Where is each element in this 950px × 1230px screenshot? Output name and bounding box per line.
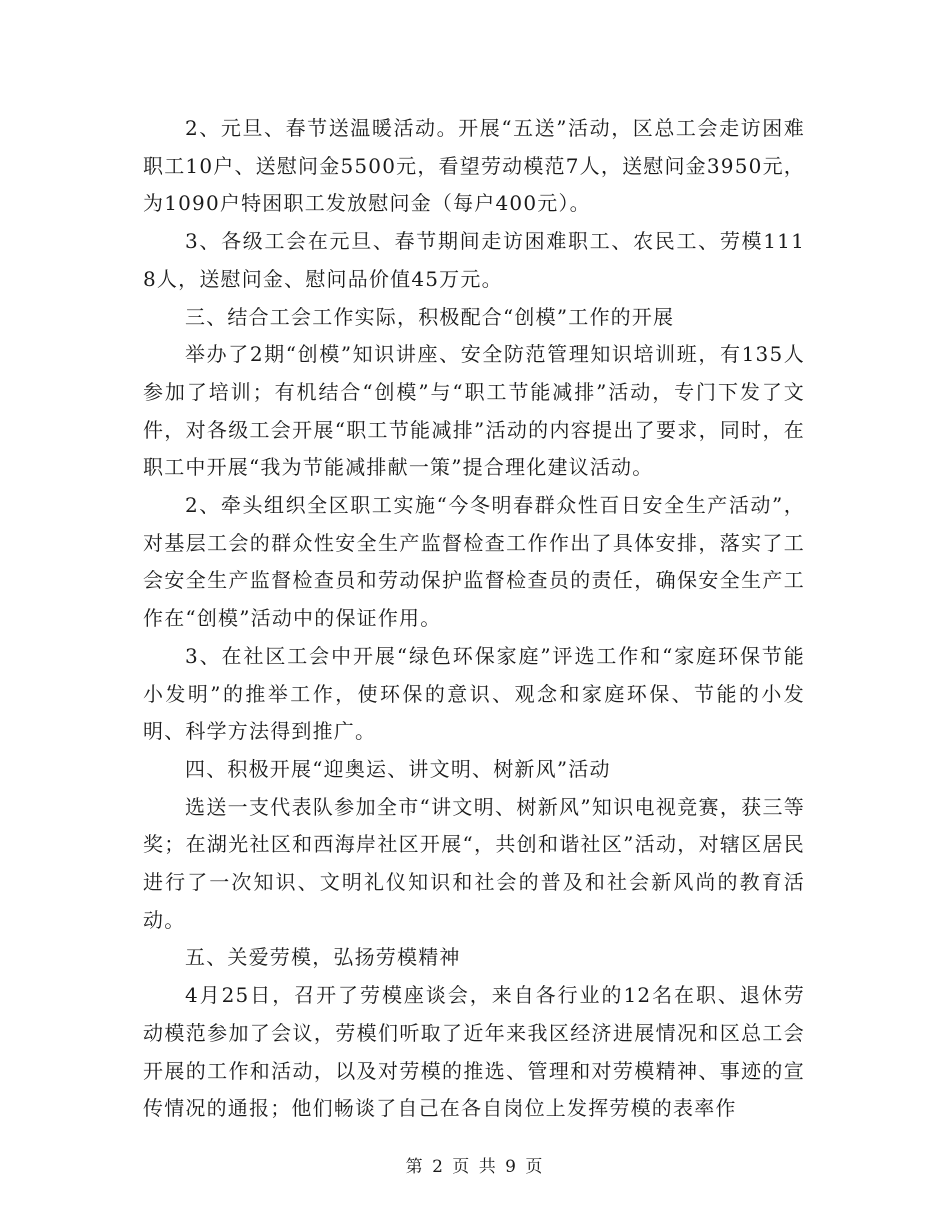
section-heading: 四、积极开展“迎奥运、讲文明、树新风”活动 — [185, 756, 611, 781]
paragraph: 2、元旦、春节送温暖活动。开展“五送”活动，区总工会走访困难职工10户、送慰问金5500元，看望劳动模范7人，送慰问金3950元，为1090户特困职工发放慰问金（每户400元）。 — [143, 116, 805, 216]
paragraph: 2、牵头组织全区职工实施“今冬明春群众性百日安全生产活动”，对基层工会的群众性安全生产监督检查工作作出了具体安排，落实了工会安全生产监督检查员和劳动保护监督检查员的责任，确保安全生产工作在“创模”活动中的保证作用。 — [143, 493, 805, 631]
paragraph: 4月25日，召开了劳模座谈会，来自各行业的12名在职、退休劳动模范参加了会议，劳模们听取了近年来我区经济进展情况和区总工会开展的工作和活动，以及对劳模的推选、管理和对劳模精神、事迹的宣传情况的通报；他们畅谈了自己在各自岗位上发挥劳模的表率作 — [143, 983, 805, 1121]
paragraph: 举办了2期“创模”知识讲座、安全防范管理知识培训班，有135人参加了培训；有机结合“创模”与“职工节能减排”活动，专门下发了文件，对各级工会开展“职工节能减排”活动的内容提出了要求，同时，在职工中开展“我为节能减排献一策”提合理化建议活动。 — [143, 342, 805, 480]
document-body — [143, 110, 805, 1128]
page-number-footer: 第 2 页 共 9 页 — [405, 1157, 545, 1177]
section-heading: 三、结合工会工作实际，积极配合“创模”工作的开展 — [185, 304, 675, 329]
section-heading: 五、关爱劳模，弘扬劳模精神 — [185, 945, 461, 970]
paragraph: 3、在社区工会中开展“绿色环保家庭”评选工作和“家庭环保节能小发明”的推举工作，使环保的意识、观念和家庭环保、节能的小发明、科学方法得到推广。 — [143, 643, 805, 744]
paragraph: 3、各级工会在元旦、春节期间走访困难职工、农民工、劳模1118人，送慰问金、慰问品价值45万元。 — [143, 229, 805, 291]
paragraph: 选送一支代表队参加全市“讲文明、树新风”知识电视竞赛，获三等奖；在湖光社区和西海岸社区开展“，共创和谐社区”活动，对辖区居民进行了一次知识、文明礼仪知识和社会的普及和社会新风尚的教育活动。 — [143, 794, 805, 932]
